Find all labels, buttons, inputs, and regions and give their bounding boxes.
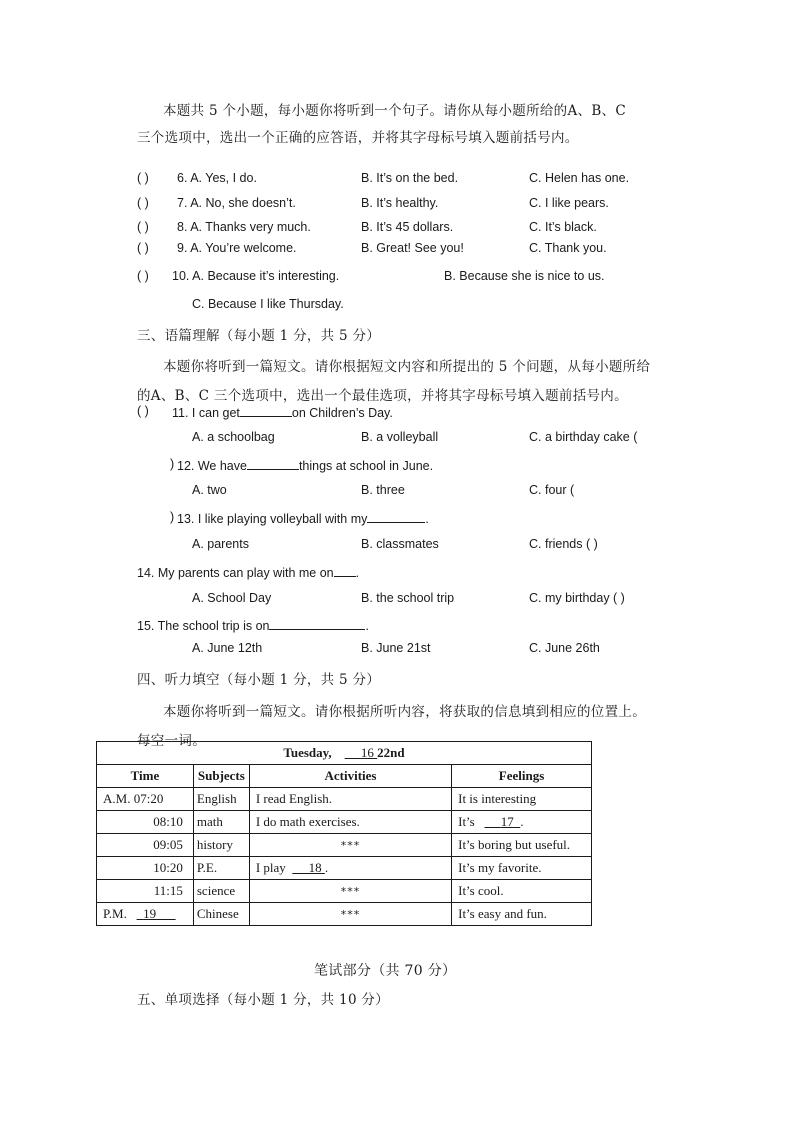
feeling-cell — [452, 811, 592, 834]
header-subjects: Subjects — [193, 765, 249, 788]
question-stem — [137, 564, 359, 580]
time-cell — [97, 788, 194, 811]
answer-bracket[interactable]: ( ) — [137, 404, 149, 418]
option-b: B. Because she is nice to us. — [444, 269, 605, 283]
time-cell — [97, 903, 194, 926]
option-c: C. friends ( ) — [529, 537, 598, 551]
option-c: C. I like pears. — [529, 196, 609, 210]
option-c: C. four ( — [529, 483, 575, 497]
option-b: B. the school trip — [361, 591, 455, 605]
answer-bracket[interactable]: ) — [170, 457, 175, 471]
time-label: P.M. — [103, 906, 127, 921]
stem-text: 13. I like playing volleyball with my — [177, 512, 368, 526]
feeling-text: It’s — [458, 814, 475, 829]
question-stem — [177, 457, 433, 473]
fill-blank[interactable] — [334, 564, 356, 577]
answer-bracket[interactable]: ) — [170, 510, 175, 524]
question-stem: 6. A. Yes, I do. — [177, 171, 257, 185]
question-stem: 8. A. Thanks very much. — [177, 220, 311, 234]
activity-cell: I do math exercises. — [249, 811, 451, 834]
option-c: C. It’s black. — [529, 220, 597, 234]
time-cell: 10:20 — [97, 857, 194, 880]
subject-cell: P.E. — [193, 857, 249, 880]
option-c: C. June 26th — [529, 641, 600, 655]
time-label: A.M. — [103, 791, 131, 806]
blank-number: 18 — [308, 860, 322, 875]
section3-instruction-line2: 的A、B、C 三个选项中，选出一个最佳选项，并将其字母标号填入题前括号内。 — [137, 388, 628, 404]
question-stem — [172, 404, 393, 420]
section4-heading: 四、听力填空（每小题 1 分，共 5 分） — [137, 672, 381, 688]
option-b: B. three — [361, 483, 405, 497]
table-row — [97, 880, 592, 903]
subject-cell: English — [193, 788, 249, 811]
header-time: Time — [97, 765, 194, 788]
feeling-text: . — [520, 814, 524, 829]
stem-text: . — [425, 512, 429, 526]
section2-instruction-line2: 三个选项中，选出一个正确的应答语，并将其字母标号填入题前括号内。 — [137, 130, 579, 146]
feeling-cell: It’s cool. — [452, 880, 592, 903]
option-c: C. Helen has one. — [529, 171, 630, 185]
activity-cell: *** — [249, 834, 451, 857]
question-stem — [137, 617, 369, 633]
option-a: A. parents — [192, 537, 249, 551]
fill-blank[interactable] — [240, 404, 292, 417]
blank-number: 17 — [500, 814, 514, 829]
question-stem — [177, 510, 429, 526]
time-cell: 08:10 — [97, 811, 194, 834]
timetable — [96, 741, 592, 926]
option-b: B. It’s on the bed. — [361, 171, 459, 185]
option-b: B. It’s 45 dollars. — [361, 220, 454, 234]
blank-19[interactable] — [137, 906, 176, 921]
option-c: C. Thank you. — [529, 241, 607, 255]
activity-cell: *** — [249, 880, 451, 903]
stem-text: 15. The school trip is on — [137, 619, 270, 633]
option-a: A. June 12th — [192, 641, 263, 655]
table-row — [97, 788, 592, 811]
question-stem: 7. A. No, she doesn’t. — [177, 196, 296, 210]
feeling-cell: It’s my favorite. — [452, 857, 592, 880]
header-activities: Activities — [249, 765, 451, 788]
activity-cell: I read English. — [249, 788, 451, 811]
question-stem: 10. A. Because it’s interesting. — [172, 269, 340, 283]
answer-bracket[interactable]: ( ) — [137, 241, 149, 255]
table-row — [97, 811, 592, 834]
section4-instruction-line1: 本题你将听到一篇短文。请你根据所听内容，将获取的信息填到相应的位置上。 — [163, 704, 646, 720]
fill-blank[interactable] — [269, 617, 365, 630]
time-cell: 09:05 — [97, 834, 194, 857]
blank-18[interactable] — [292, 860, 325, 875]
option-c: C. Because I like Thursday. — [192, 297, 344, 311]
stem-text: things at school in June. — [298, 459, 434, 473]
feeling-cell: It’s boring but useful. — [452, 834, 592, 857]
time-cell: 11:15 — [97, 880, 194, 903]
activity-text: I play — [255, 860, 286, 875]
table-row — [97, 857, 592, 880]
feeling-cell: It’s easy and fun. — [452, 903, 592, 926]
fill-blank[interactable] — [247, 457, 299, 470]
option-b: B. It’s healthy. — [361, 196, 439, 210]
fill-blank[interactable] — [367, 510, 425, 523]
table-title — [97, 742, 592, 765]
activity-cell: *** — [249, 903, 451, 926]
section5-heading: 五、单项选择（每小题 1 分，共 10 分） — [137, 992, 390, 1008]
answer-bracket[interactable]: ( ) — [137, 171, 149, 185]
activity-cell — [249, 857, 451, 880]
option-a: A. School Day — [192, 591, 272, 605]
stem-text: . — [365, 619, 369, 633]
title-day: Tuesday, — [283, 745, 332, 760]
blank-17[interactable] — [484, 814, 520, 829]
option-a: A. two — [192, 483, 227, 497]
table-row — [97, 834, 592, 857]
question-stem: 9. A. You’re welcome. — [177, 241, 297, 255]
stem-text: on Children’s Day. — [291, 406, 393, 420]
section3-instruction-line1: 本题你将听到一篇短文。请你根据短文内容和所提出的 5 个问题，从每小题所给 — [163, 359, 651, 375]
table-row — [97, 903, 592, 926]
option-a: A. a schoolbag — [192, 430, 275, 444]
title-date: 22nd — [377, 745, 405, 760]
stem-text: 11. I can get — [172, 406, 240, 420]
section3-heading: 三、语篇理解（每小题 1 分，共 5 分） — [137, 328, 381, 344]
blank-number: 19 — [143, 906, 157, 921]
table-header-row — [97, 765, 592, 788]
stem-text: . — [355, 566, 360, 580]
written-part-title: 笔试部分（共 70 分） — [314, 963, 457, 979]
option-c: C. my birthday ( ) — [529, 591, 625, 605]
time-value: 07:20 — [133, 791, 164, 806]
answer-bracket[interactable]: ( ) — [137, 220, 149, 234]
subject-cell: math — [193, 811, 249, 834]
section2-instruction-line1: 本题共 5 个小题，每小题你将听到一个句子。请你从每小题所给的A、B、C — [163, 103, 626, 119]
blank-16[interactable] — [345, 745, 378, 760]
answer-bracket[interactable]: ( ) — [137, 269, 149, 283]
feeling-cell: It is interesting — [452, 788, 592, 811]
table-title-row — [97, 742, 592, 765]
section4-instruction-line2: 每空一词。 — [137, 733, 206, 749]
stem-text: 14. My parents can play with me on — [137, 566, 334, 580]
option-b: B. a volleyball — [361, 430, 439, 444]
option-c: C. a birthday cake ( — [529, 430, 638, 444]
stem-text: 12. We have — [177, 459, 247, 473]
blank-number: 16 — [360, 745, 374, 760]
option-b: B. June 21st — [361, 641, 431, 655]
header-feelings: Feelings — [452, 765, 592, 788]
answer-bracket[interactable]: ( ) — [137, 196, 149, 210]
activity-text: . — [324, 860, 329, 875]
subject-cell: Chinese — [193, 903, 249, 926]
subject-cell: science — [193, 880, 249, 903]
subject-cell: history — [193, 834, 249, 857]
option-b: B. classmates — [361, 537, 439, 551]
option-b: B. Great! See you! — [361, 241, 464, 255]
